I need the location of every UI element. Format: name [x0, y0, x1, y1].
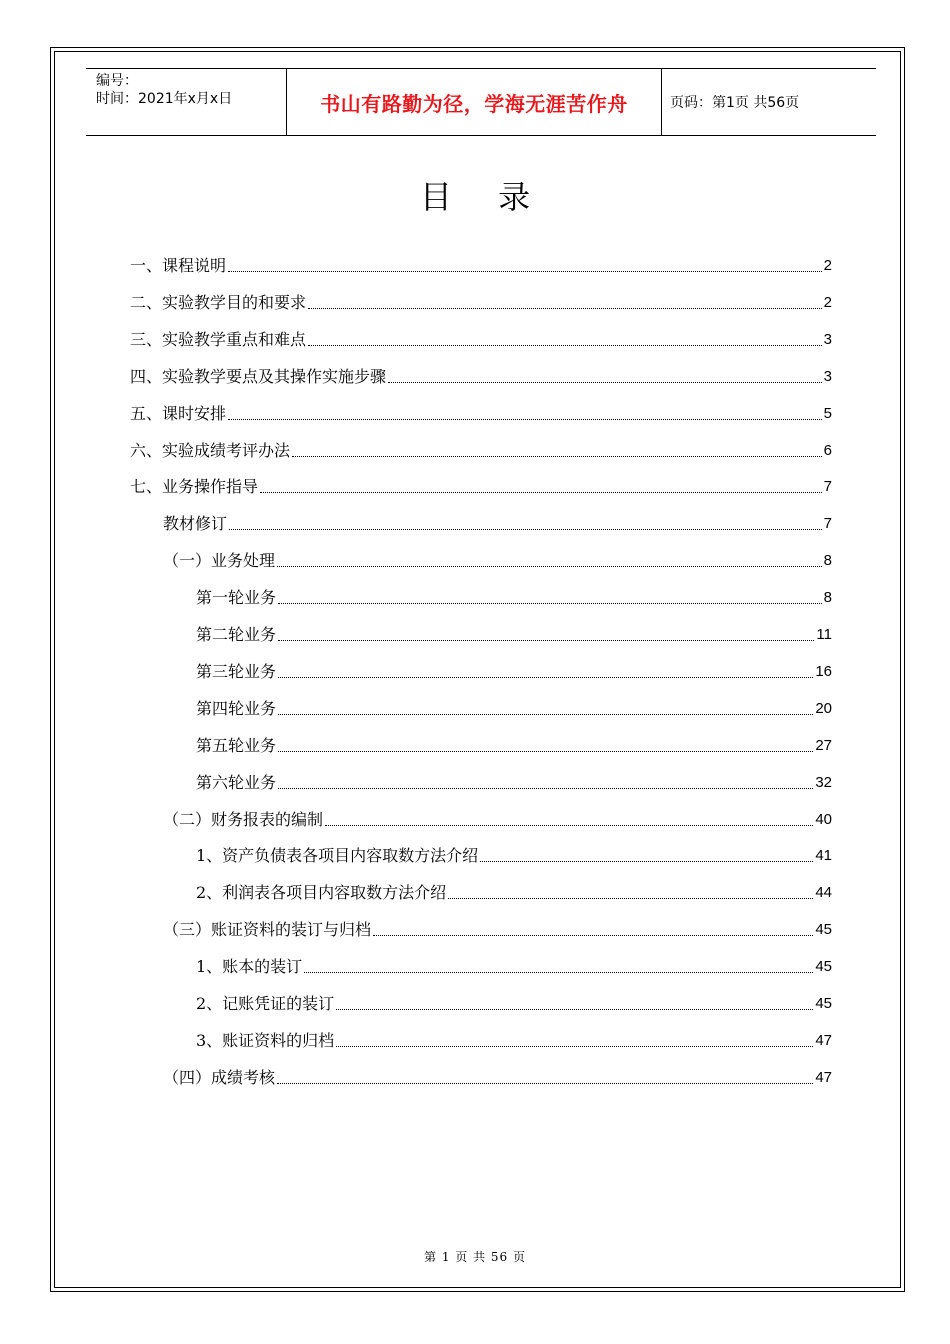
toc-leader-dots: [278, 640, 814, 641]
toc-entry-label: 四、实验教学要点及其操作实施步骤: [130, 366, 387, 386]
toc-entry-label: 第六轮业务: [196, 772, 277, 792]
toc-entry[interactable]: [163, 1064, 832, 1088]
toc-entry[interactable]: [196, 732, 832, 756]
toc-entry-page: 45: [815, 995, 832, 1012]
toc-leader-dots: [228, 419, 822, 420]
toc-leader-dots: [388, 382, 822, 383]
toc-entry-label: 1、账本的装订: [196, 957, 303, 977]
toc-entry-page: 6: [823, 441, 832, 459]
toc-entry-page: 16: [815, 662, 832, 680]
toc-entry[interactable]: [196, 621, 832, 645]
toc-entry-label: 第五轮业务: [196, 735, 277, 755]
toc-leader-dots: [292, 456, 822, 457]
number-label: 编号：: [96, 73, 138, 89]
toc-leader-dots: [278, 677, 813, 678]
toc-entry-page: 32: [815, 773, 832, 791]
toc-entry[interactable]: [196, 842, 832, 866]
toc-leader-dots: [277, 566, 822, 567]
toc-leader-dots: [480, 861, 813, 862]
toc-entry[interactable]: [130, 473, 832, 497]
toc-entry[interactable]: [196, 658, 832, 682]
toc-leader-dots: [325, 825, 813, 826]
toc-entry-page: 20: [815, 699, 832, 717]
toc-entry[interactable]: [163, 547, 832, 571]
header-motto: 书山有路勤为径，学海无涯苦作舟: [287, 69, 662, 135]
page-header: [86, 68, 876, 136]
toc-entry-label: 3、账证资料的归档: [196, 1030, 335, 1050]
toc-entry-page: 7: [823, 478, 832, 496]
toc-entry-label: 教材修订: [163, 514, 228, 534]
toc-leader-dots: [308, 308, 822, 309]
toc-entry[interactable]: [130, 363, 832, 387]
page-footer: 第 1 页 共 56 页: [424, 1250, 526, 1264]
toc-entry-page: 3: [823, 330, 832, 348]
toc-entry-page: 40: [815, 810, 832, 828]
toc-leader-dots: [373, 935, 813, 936]
toc-entry-page: 2: [823, 293, 832, 311]
toc-leader-dots: [278, 788, 813, 789]
toc-entry-label: 三、实验教学重点和难点: [130, 329, 307, 349]
toc-entry-label: 六、实验成绩考评办法: [130, 440, 291, 460]
toc-entry[interactable]: [196, 584, 832, 608]
toc-entry-label: （一）业务处理: [163, 551, 276, 571]
toc-leader-dots: [277, 1083, 813, 1084]
toc-entry[interactable]: [163, 510, 832, 534]
toc-entry-label: 五、课时安排: [130, 403, 227, 423]
toc-entry[interactable]: [196, 695, 832, 719]
toc-entry[interactable]: [130, 437, 832, 461]
toc-entry-label: 1、资产负债表各项目内容取数方法介绍: [196, 846, 479, 866]
toc-entry[interactable]: [163, 806, 832, 830]
header-meta: [86, 69, 287, 135]
toc-entry[interactable]: [130, 289, 832, 313]
toc-entry[interactable]: [163, 916, 832, 940]
header-page-info: 页码：第1页 共56页: [670, 95, 800, 111]
toc-entry[interactable]: [196, 990, 832, 1014]
toc-entry-label: 七、业务操作指导: [130, 477, 259, 497]
toc-entry[interactable]: [130, 326, 832, 350]
toc-entry-label: 2、记账凭证的装订: [196, 994, 335, 1013]
toc-entry-label: 一、课程说明: [130, 256, 227, 275]
toc-entry-page: 3: [823, 367, 832, 385]
toc-entry-label: 第二轮业务: [196, 625, 277, 644]
toc-entry[interactable]: [130, 400, 832, 424]
toc-entry-page: 27: [815, 736, 832, 754]
toc-entry-page: 2: [823, 257, 832, 274]
toc-entry-page: 45: [815, 921, 832, 939]
toc-leader-dots: [228, 271, 822, 272]
toc-entry-page: 7: [823, 515, 832, 533]
toc-entry-page: 47: [815, 1031, 832, 1049]
toc-entry-page: 8: [823, 589, 832, 607]
toc-entry[interactable]: [196, 1027, 832, 1051]
toc-entry-page: 47: [815, 1068, 832, 1086]
toc-entry-label: （四）成绩考核: [163, 1067, 276, 1087]
toc-entry[interactable]: [196, 879, 832, 903]
toc-entry-page: 45: [815, 958, 832, 976]
toc-entry-page: 41: [815, 847, 832, 865]
toc-entry-label: 第三轮业务: [196, 661, 277, 681]
toc-entry-page: 5: [823, 404, 832, 422]
toc-entry-label: 二、实验教学目的和要求: [130, 292, 307, 312]
toc-entry-page: 11: [816, 626, 832, 643]
toc-leader-dots: [448, 898, 813, 899]
toc-entry-label: 第一轮业务: [196, 588, 277, 608]
toc-entry[interactable]: [196, 953, 832, 977]
toc-leader-dots: [278, 603, 822, 604]
toc-entry-label: （三）账证资料的装订与归档: [163, 920, 372, 940]
toc-entry[interactable]: [196, 769, 832, 793]
toc-leader-dots: [278, 751, 813, 752]
toc-entry-page: 44: [815, 884, 832, 902]
time-label: 时间：2021年x月x日: [96, 91, 233, 107]
toc-entry-label: 2、利润表各项目内容取数方法介绍: [196, 883, 447, 903]
toc-leader-dots: [336, 1046, 813, 1047]
toc-leader-dots: [229, 529, 822, 530]
page-title: 目 录: [419, 178, 549, 216]
toc-leader-dots: [304, 972, 813, 973]
toc-entry[interactable]: [130, 252, 832, 276]
toc-entry-label: 第四轮业务: [196, 698, 277, 718]
toc-entry-page: 8: [823, 552, 832, 570]
toc-leader-dots: [308, 345, 822, 346]
toc-leader-dots: [260, 492, 822, 493]
toc-entry-label: （二）财务报表的编制: [163, 809, 324, 829]
toc-leader-dots: [336, 1009, 813, 1010]
toc-leader-dots: [278, 714, 813, 715]
